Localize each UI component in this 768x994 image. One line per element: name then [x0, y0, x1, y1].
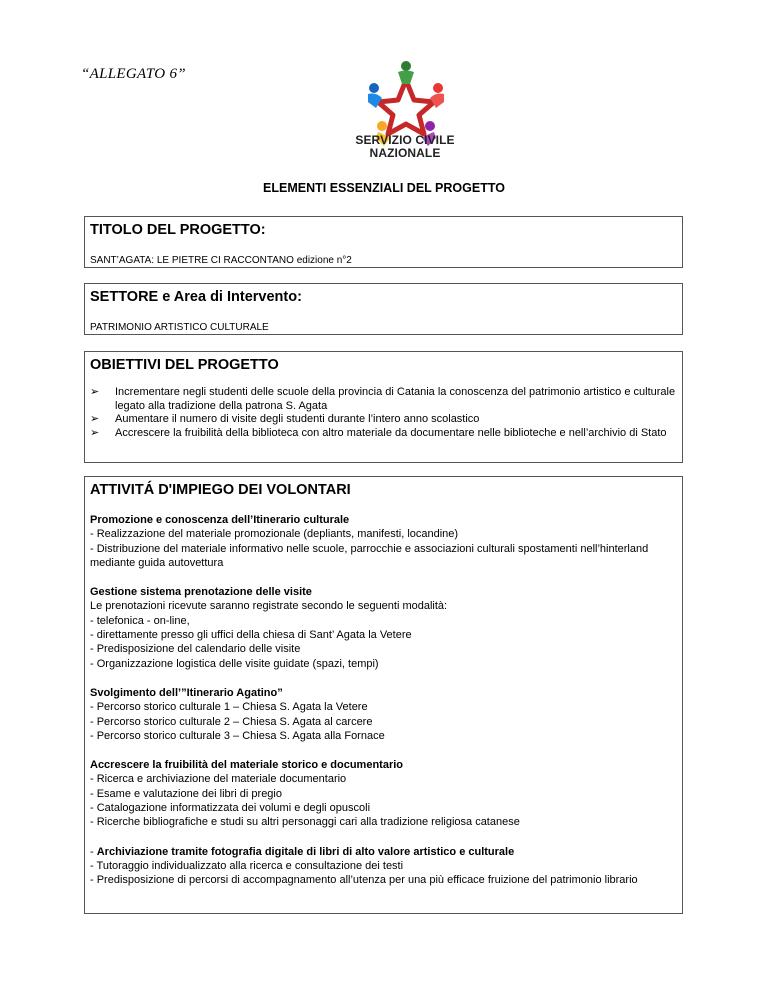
logo-figure-top	[398, 61, 414, 84]
section-line: - Tutoraggio individualizzato alla ricerca e consultazione dei testi	[90, 859, 404, 872]
section-line: - direttamente presso gli uffici della chiesa di Sant’ Agata la Vetere	[90, 629, 412, 642]
section-title: Promozione e conoscenza dell’Itinerario culturale	[90, 514, 350, 526]
section-line: - Predisposizione del calendario delle visite	[90, 643, 301, 656]
titolo-label: TITOLO DEL PROGETTO:	[90, 222, 266, 238]
section-line: - Predisposizione di percorsi di accompagnamento all’utenza per una più efficace fruizione del patrimonio librario	[90, 874, 638, 887]
arrow-bullet-icon: ➢	[90, 426, 100, 439]
section-line: - Esame e valutazione dei libri di pregio	[90, 787, 282, 800]
section-line: - Distribuzione del materiale informativo nelle scuole, parrocchie e associazioni culturali spostamenti nell’hinterland mediante guida autovettura	[90, 542, 649, 569]
obiettivi-label: OBIETTIVI DEL PROGETTO	[90, 357, 279, 373]
logo-text	[330, 134, 480, 160]
section-line: - telefonica - on-line,	[90, 614, 190, 627]
section-line: - Ricerche bibliografiche e studi su altri personaggi cari alla tradizione religiosa catanese	[90, 816, 520, 829]
allegato-label: “ALLEGATO 6”	[81, 66, 186, 82]
arrow-bullet-icon: ➢	[90, 413, 100, 425]
settore-label: SETTORE e Area di Intervento:	[90, 289, 302, 305]
section-line: - Ricerca e archiviazione del materiale documentario	[90, 773, 347, 786]
section-line: - Percorso storico culturale 2 – Chiesa S. Agata al carcere	[90, 715, 373, 728]
attivita-label: ATTIVITÁ D'IMPIEGO DEI VOLONTARI	[90, 482, 351, 498]
attivita-section-fruibilita	[90, 758, 677, 829]
obiettivi-list	[90, 386, 677, 440]
section-title: Gestione sistema prenotazione delle visite	[90, 586, 312, 599]
attivita-section-archiviazione	[90, 845, 677, 888]
attivita-box	[84, 476, 683, 914]
arrow-bullet-icon: ➢	[90, 386, 100, 398]
section-intro: Le prenotazioni ricevute saranno registrate secondo le seguenti modalità:	[90, 600, 448, 613]
section-line: - Organizzazione logistica delle visite guidate (spazi, tempi)	[90, 657, 379, 670]
attivita-section-itinerario	[90, 686, 677, 743]
obiettivi-box	[84, 351, 683, 463]
settore-value: PATRIMONIO ARTISTICO CULTURALE	[90, 322, 269, 333]
document-title: ELEMENTI ESSENZIALI DEL PROGETTO	[263, 181, 505, 195]
section-title: - Archiviazione tramite fotografia digitale di libri di alto valore artistico e culturale	[90, 845, 515, 858]
list-item: ➢ Incrementare negli studenti delle scuole della provincia di Catania la conoscenza del patrimonio artistico e culturale legato alla tradizione della patrona S. Agata	[90, 386, 676, 412]
section-line: - Percorso storico culturale 3 – Chiesa S. Agata alla Fornace	[90, 729, 385, 742]
section-line: - Percorso storico culturale 1 – Chiesa S. Agata la Vetere	[90, 701, 368, 714]
list-item: ➢ Aumentare il numero di visite degli studenti durante l’intero anno scolastico	[90, 413, 480, 425]
titolo-box	[84, 216, 683, 268]
section-line: - Catalogazione informatizzata dei volumi e degli opuscoli	[90, 802, 371, 815]
logo-text-line1: SERVIZIO CIVILE	[355, 133, 455, 147]
section-title: Accrescere la fruibilità del materiale storico e documentario	[90, 759, 404, 772]
logo-text-line2: NAZIONALE	[369, 146, 441, 160]
list-item: ➢ Accrescere la fruibilità della biblioteca con altro materiale da documentare nelle biblioteche e nell’archivio di Stato	[90, 426, 667, 439]
settore-box	[84, 283, 683, 335]
attivita-section-promozione	[90, 513, 677, 570]
section-title: Svolgimento dell’”Itinerario Agatino”	[90, 686, 283, 699]
titolo-value: SANT’AGATA: LE PIETRE CI RACCONTANO edizione n°2	[90, 255, 352, 266]
attivita-section-prenotazione	[90, 585, 677, 671]
section-line: - Realizzazione del materiale promozionale (depliants, manifesti, locandine)	[90, 528, 459, 541]
